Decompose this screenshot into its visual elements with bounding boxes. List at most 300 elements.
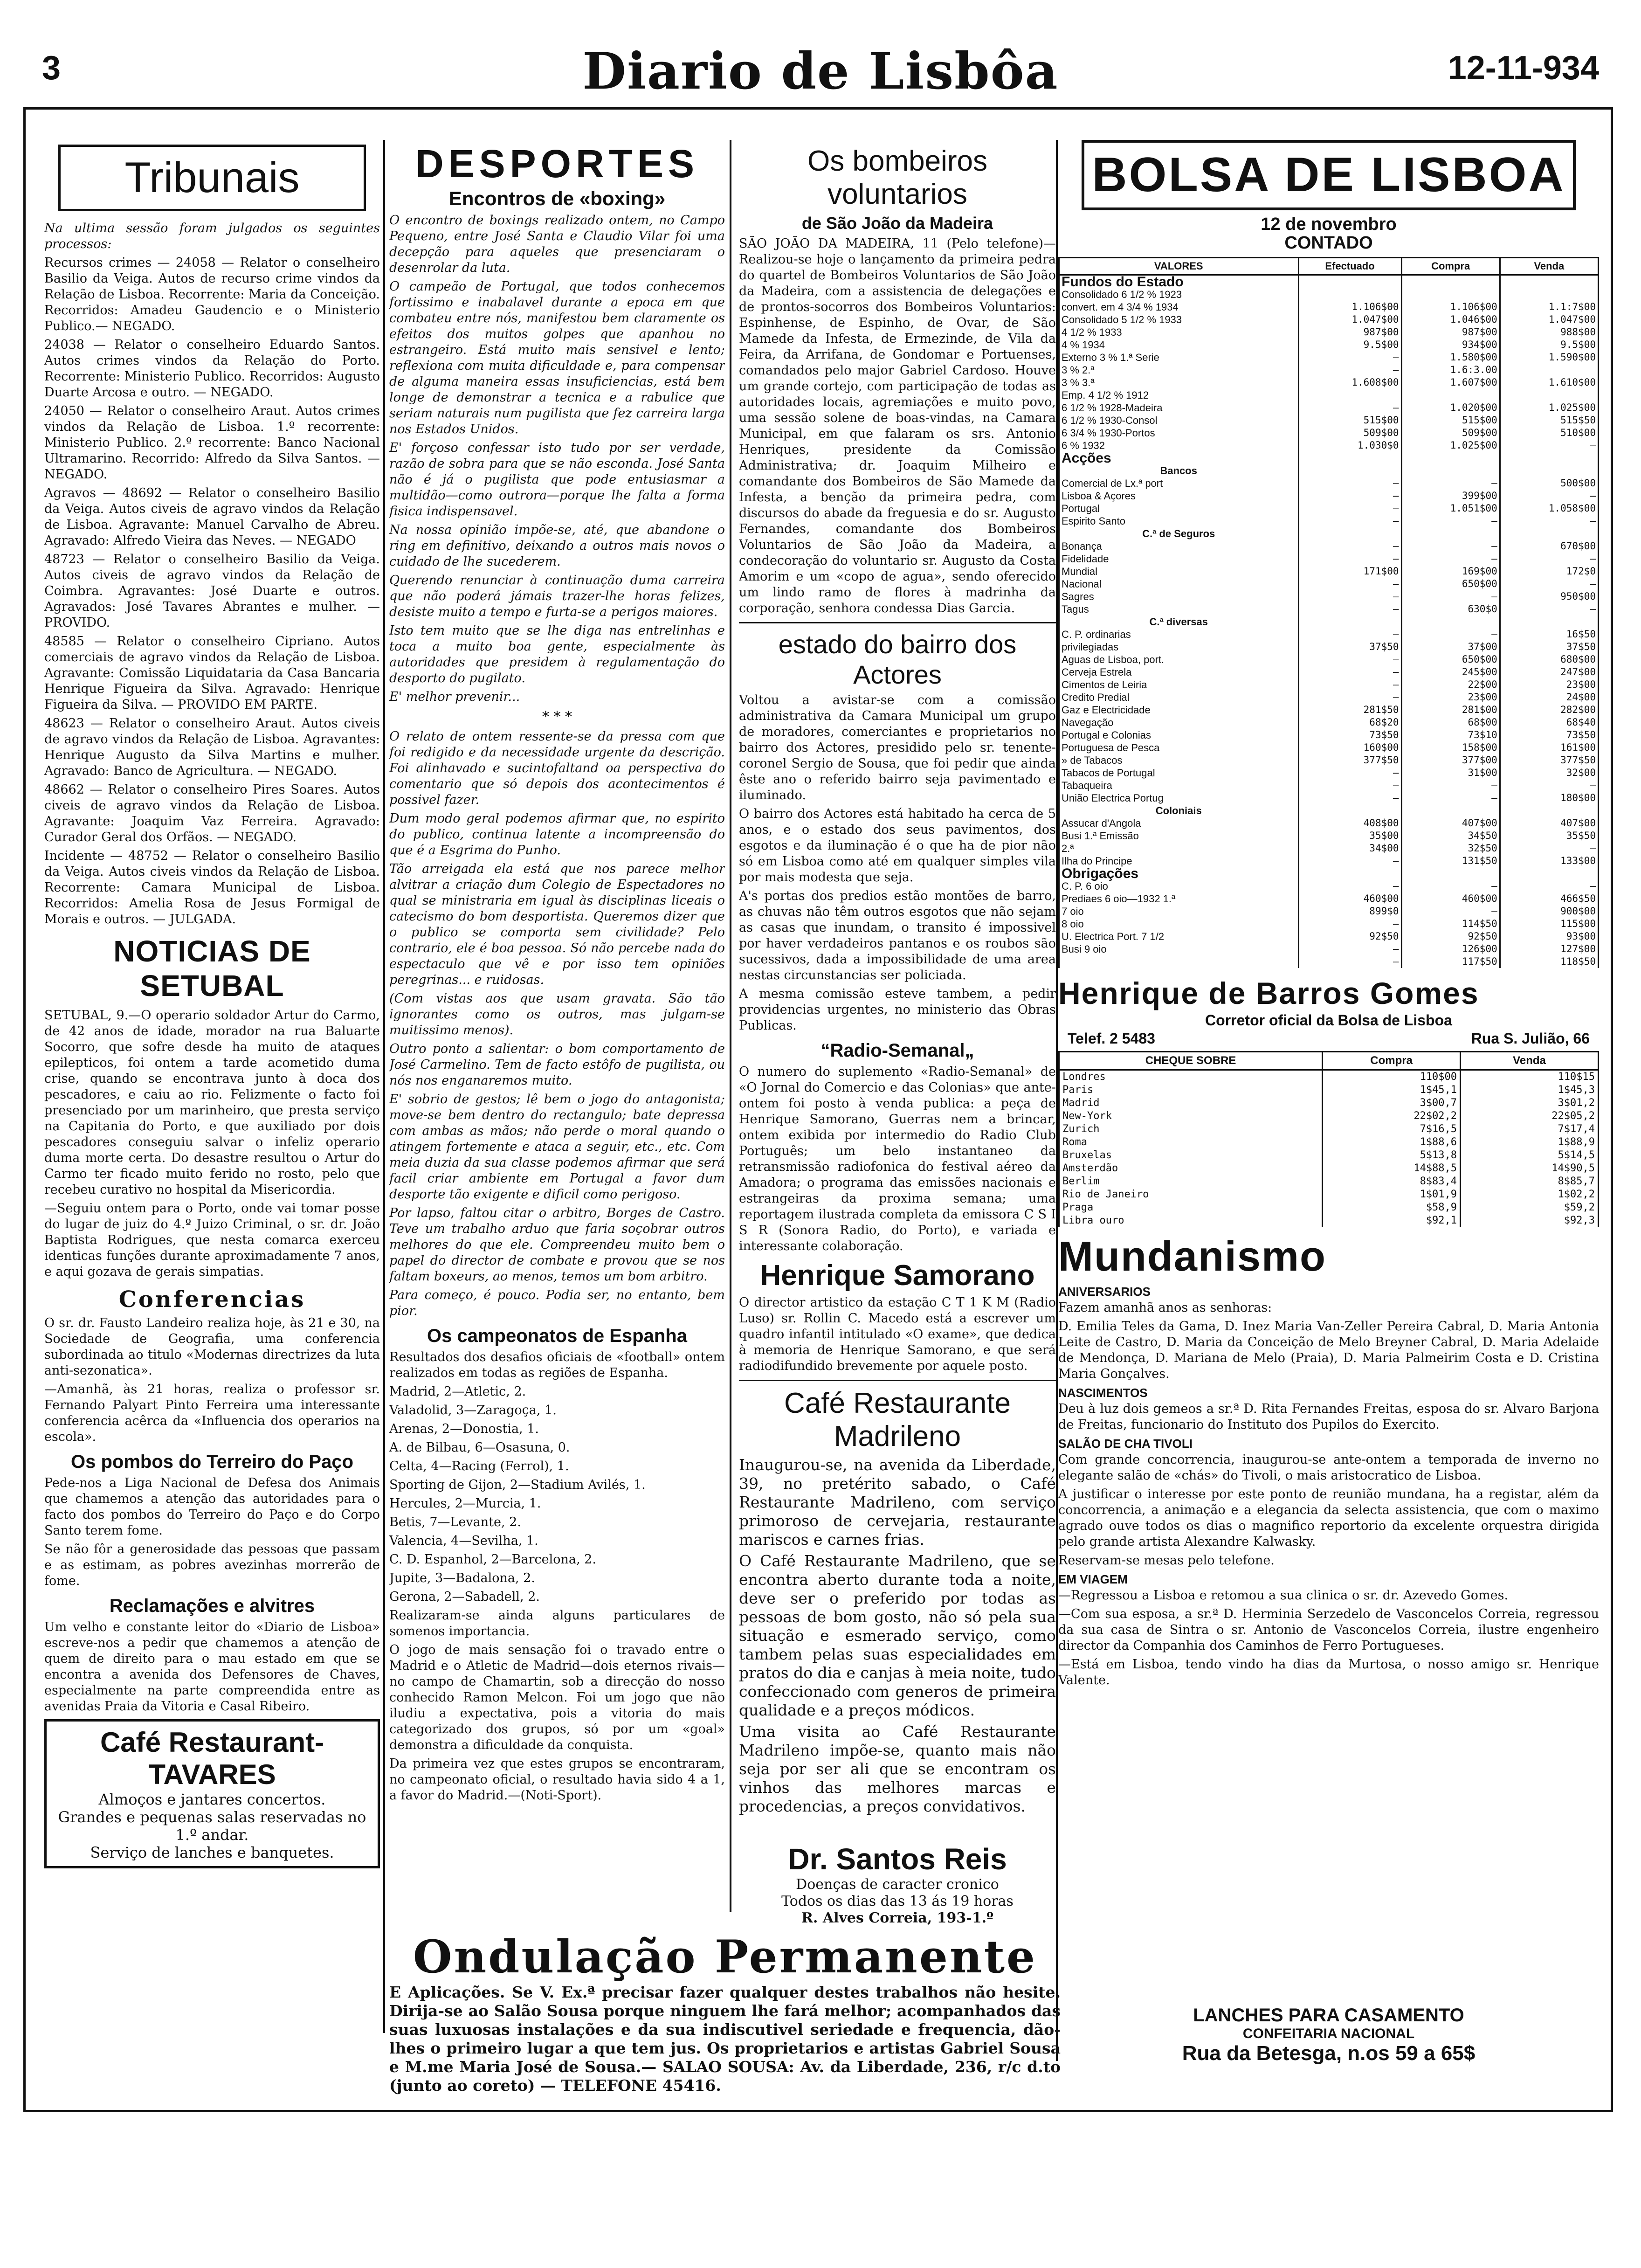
bolsa-price: 988$00 <box>1500 326 1598 339</box>
bolsa-price: — <box>1401 477 1500 490</box>
bolsa-price: 131$50 <box>1401 855 1500 867</box>
reclamacoes-paragraph: Um velho e constante leitor do «Diario de Lisboa» escreve-nos a pedir que chamemos a atenção de quem de direito para o mau estado em que se encontra a avenida dos Defensores de Chaves, especialmente na parte compreendida entre as avenidas Praia da Vitoria e Casal Ribeiro. <box>44 1620 380 1714</box>
cheque-rate: $92,1 <box>1323 1214 1461 1227</box>
cheque-row <box>1059 1214 1599 1227</box>
bolsa-price: 73$10 <box>1401 729 1500 741</box>
bolsa-empty-cell <box>1500 867 1598 880</box>
bolsa-empty-cell <box>1298 804 1401 817</box>
col-header: Efectuado <box>1298 258 1401 275</box>
bolsa-price: 281$00 <box>1401 704 1500 716</box>
bolsa-row <box>1059 288 1599 301</box>
bolsa-price: — <box>1500 439 1598 452</box>
column-3 <box>739 140 1056 1923</box>
bolsa-price: 31$00 <box>1401 767 1500 779</box>
bolsa-price: 680$00 <box>1500 653 1598 666</box>
bolsa-price: 9.5$00 <box>1298 339 1401 351</box>
salao-paragraph: A justificar o interesse por este ponto de reunião mundana, ha a registar, além da concorrencia, a animação e a elegancia da selecta assistencia, que com o maximo agrado ouve todos os dias o magnifico reportorio da excelente orquestra dirigida pelo grande artista Alexandre Kalwasky. <box>1058 1487 1599 1549</box>
result-line: Arenas, 2—Donostia, 1. <box>389 1422 539 1436</box>
bombeiros-subtitle: de São João da Madeira <box>801 214 993 233</box>
bolsa-row <box>1059 930 1599 943</box>
tavares-ad <box>44 1719 380 1868</box>
bolsa-row <box>1059 502 1599 515</box>
bolsa-security-name: privilegiadas <box>1059 641 1299 653</box>
bolsa-price: — <box>1500 490 1598 502</box>
bolsa-price: 515$00 <box>1401 414 1500 427</box>
cheque-rate: 3$00,7 <box>1323 1097 1461 1110</box>
bolsa-row <box>1059 704 1599 716</box>
bolsa-row <box>1059 401 1599 414</box>
pombos-title: Os pombos do Terreiro do Paço <box>70 1452 353 1472</box>
bolsa-price: — <box>1298 502 1401 515</box>
bolsa-security-name: Mundial <box>1059 565 1299 578</box>
bolsa-security-name: convert. em 4 3/4 % 1934 <box>1059 301 1299 313</box>
nascimentos-text: Deu à luz dois gemeos a sr.ª D. Rita Fernandes Freitas, esposa do sr. Alvaro Barjona de Freitas, funcionario do Instituto dos Pupilos do Exercito. <box>1058 1402 1599 1432</box>
bolsa-price: — <box>1401 540 1500 553</box>
actores-paragraph: O bairro dos Actores está habitado ha cerca de 5 anos, e o estado dos seus pavimentos, dos esgotos e da iluminação é o que ha de pior não só em Lisboa como até em qualquer simples vila por mais modesta que seja. <box>739 807 1056 885</box>
bolsa-row <box>1059 628 1599 641</box>
bolsa-security-name: Externo 3 % 1.ª Serie <box>1059 351 1299 364</box>
bolsa-price: 37$50 <box>1500 641 1598 653</box>
bolsa-price: — <box>1500 515 1598 527</box>
cheque-row <box>1059 1110 1599 1123</box>
bolsa-price: — <box>1298 553 1401 565</box>
bolsa-empty-cell <box>1298 527 1401 540</box>
conferencias-paragraph: O sr. dr. Fausto Landeiro realiza hoje, às 21 e 30, na Sociedade de Geografia, uma conferencia subordinada ao titulo «Modernas directrizes da luta anti-sezonatica». <box>44 1316 380 1378</box>
bolsa-row <box>1059 943 1599 955</box>
bolsa-security-name: C. P. ordinarias <box>1059 628 1299 641</box>
bolsa-row <box>1059 351 1599 364</box>
bolsa-security-name: Prediaes 6 oio—1932 1.ª <box>1059 892 1299 905</box>
bolsa-empty-cell <box>1401 804 1500 817</box>
bolsa-row <box>1059 578 1599 590</box>
tribunais-item: Incidente — 48752 — Relator o conselheiro Basilio da Veiga. Autos civeis vindos da Relação de Lisboa. Recorrente: Camara Municipal de Lisboa. Recorridos: Amelia Rosa de Jesus Formigal de Morais e outros. — JULGADA. <box>44 849 380 927</box>
tribunais-item: 48585 — Relator o conselheiro Cipriano. Autos comerciais de agravo vindos da Relação de Lisboa. Agravante: Comissão Liquidataria da Casa Bancaria Henrique Figueira da Silva. Agravado: Henrique Figueira da Silva. — PROVIDO EM PARTE. <box>44 634 380 712</box>
bolsa-security-name: » de Tabacos <box>1059 754 1299 767</box>
bolsa-price: 117$50 <box>1401 955 1500 968</box>
bolsa-date: 12 de novembro <box>1261 214 1397 234</box>
col-header: VALORES <box>1059 258 1299 275</box>
bolsa-row <box>1059 905 1599 918</box>
masthead: Diario de Lisbôa <box>582 42 1059 101</box>
bolsa-security-name: Portuguesa de Pesca <box>1059 741 1299 754</box>
tribunais-item: 24038 — Relator o conselheiro Eduardo Santos. Autos crimes vindos da Relação do Porto. Recorrente: Ministerio Publico. Recorridos: Augusto Duarte Arcosa e outro. — NEGADO. <box>44 338 380 400</box>
bolsa-price: — <box>1401 553 1500 565</box>
bolsa-price: 1.025$00 <box>1401 439 1500 452</box>
column-divider <box>383 140 385 2033</box>
bolsa-price: — <box>1298 540 1401 553</box>
bolsa-price: 22$00 <box>1401 678 1500 691</box>
bolsa-row <box>1059 892 1599 905</box>
bolsa-empty-cell <box>1401 275 1500 289</box>
bolsa-empty-cell <box>1401 464 1500 477</box>
bolsa-price: — <box>1298 678 1401 691</box>
barros-gomes-contact <box>1058 1030 1599 1047</box>
bolsa-security-name: C. P. 6 oio <box>1059 880 1299 892</box>
bolsa-price: — <box>1401 880 1500 892</box>
bolsa-price: 1.030$0 <box>1298 439 1401 452</box>
bolsa-security-name: 7 oio <box>1059 905 1299 918</box>
bolsa-security-name: 4 % 1934 <box>1059 339 1299 351</box>
bolsa-row <box>1059 590 1599 603</box>
bolsa-row <box>1059 741 1599 754</box>
bolsa-price: 900$00 <box>1500 905 1598 918</box>
tribunais-item: 24050 — Relator o conselheiro Araut. Autos crimes vindos da Relação de Lisboa. 1.º recorrente: Ministerio Publico. 2.º recorrente: Banco Nacional Ultramarino. Recorrido: Alfredo da Silva Santos. — NEGADO. <box>44 404 380 482</box>
bolsa-price <box>1298 288 1401 301</box>
barros-gomes-sub: Corretor oficial da Bolsa de Lisboa <box>1205 1012 1452 1029</box>
bolsa-price: 126$00 <box>1401 943 1500 955</box>
bolsa-price: 650$00 <box>1401 653 1500 666</box>
aniversarios-heading: ANIVERSARIOS <box>1058 1285 1151 1299</box>
bolsa-price: — <box>1298 477 1401 490</box>
bolsa-price: 171$00 <box>1298 565 1401 578</box>
cheque-row <box>1059 1084 1599 1097</box>
nascimentos-heading: NASCIMENTOS <box>1058 1386 1148 1400</box>
bolsa-price: 377$50 <box>1298 754 1401 767</box>
bolsa-empty-cell <box>1500 804 1598 817</box>
bolsa-row <box>1059 339 1599 351</box>
ondulacao-ad <box>389 1930 1061 2095</box>
bolsa-row <box>1059 389 1599 401</box>
bolsa-price: 1.608$00 <box>1298 376 1401 389</box>
result-line: Betis, 7—Levante, 2. <box>389 1515 521 1529</box>
bolsa-price: 500$00 <box>1500 477 1598 490</box>
bolsa-price: 169$00 <box>1401 565 1500 578</box>
bolsa-security-name: União Electrica Portug <box>1059 792 1299 804</box>
bolsa-empty-cell <box>1298 615 1401 628</box>
desportes-paragraph: Outro ponto a salientar: o bom comportamento de José Carmelino. Tem de facto estôfo de pugilista, ou nós nos enganaremos muito. <box>389 1042 725 1088</box>
bolsa-price: 245$00 <box>1401 666 1500 678</box>
bolsa-price: — <box>1401 590 1500 603</box>
desportes-paragraph: Isto tem muito que se lhe diga nas entrelinhas e toca a muito boa gente, especialmente às autoridades que presidem à regulamentação do desporto do pugilato. <box>389 623 725 685</box>
desportes-paragraph: Para começo, é pouco. Podia ser, no entanto, bem pior. <box>389 1288 725 1318</box>
tribunais-intro: Na ultima sessão foram julgados os seguintes processos: <box>44 221 380 251</box>
bolsa-row <box>1059 754 1599 767</box>
bolsa-price: 407$00 <box>1401 817 1500 830</box>
page-number: 3 <box>42 49 61 87</box>
bolsa-security-name: Tagus <box>1059 603 1299 615</box>
result-line: C. D. Espanhol, 2—Barcelona, 2. <box>389 1552 596 1567</box>
pombos-paragraph: Se não fôr a generosidade das pessoas que passam e as estimam, as pobres avezinhas morrerão de fome. <box>44 1542 380 1588</box>
bolsa-section-header: Acções <box>1059 452 1299 464</box>
bolsa-price: — <box>1298 691 1401 704</box>
result-line: Madrid, 2—Atletic, 2. <box>389 1384 526 1399</box>
tribunais-item: 48723 — Relator o conselheiro Basilio da Veiga. Autos civeis de agravo vindos da Relação de Coimbra. Agravantes: José Duarte e outros. Agravados: José Tavares Abrantes e mulher. — PROVIDO. <box>44 552 380 630</box>
bolsa-security-name: Fidelidade <box>1059 553 1299 565</box>
bolsa-subsection-header: Coloniais <box>1059 804 1299 817</box>
bolsa-price: 899$0 <box>1298 905 1401 918</box>
actores-title: estado do bairro dos Actores <box>778 629 1017 689</box>
bolsa-security-name: Sagres <box>1059 590 1299 603</box>
bolsa-price: 35$00 <box>1298 830 1401 842</box>
bolsa-price: — <box>1500 553 1598 565</box>
bolsa-price: 180$00 <box>1500 792 1598 804</box>
result-line: Sporting de Gijon, 2—Stadium Avilés, 1. <box>389 1478 646 1492</box>
bolsa-price: 34$00 <box>1298 842 1401 855</box>
tavares-ad-line: Almoços e jantares concertos. <box>98 1791 326 1808</box>
cheque-city: Bruxelas <box>1059 1149 1323 1162</box>
cheque-rate: $58,9 <box>1323 1201 1461 1214</box>
bolsa-price: 1.020$00 <box>1401 401 1500 414</box>
bolsa-price: 114$50 <box>1401 918 1500 930</box>
bolsa-price: — <box>1401 792 1500 804</box>
lanches-ad <box>1061 2005 1597 2065</box>
bolsa-price: — <box>1401 628 1500 641</box>
bolsa-price: — <box>1298 401 1401 414</box>
bolsa-security-name: Tabaqueira <box>1059 779 1299 792</box>
bolsa-price: 92$50 <box>1401 930 1500 943</box>
campeonatos-paragraph: Realizaram-se ainda alguns particulares de somenos importancia. <box>389 1608 725 1639</box>
bolsa-price: 9.5$00 <box>1500 339 1598 351</box>
cheque-rate: 14$88,5 <box>1323 1162 1461 1175</box>
bolsa-security-name: Consolidado 5 1/2 % 1933 <box>1059 313 1299 326</box>
cheque-city: Madrid <box>1059 1097 1323 1110</box>
samorano-paragraph: O director artistico da estação C T 1 K M (Radio Luso) sr. Rollin C. Macedo está a escrever um quadro infantil intitulado «O exame», que dedica à memoria de Henrique Samorano, e que será radiodifundido brevemente por aquele posto. <box>739 1295 1056 1373</box>
bolsa-empty-cell <box>1401 452 1500 464</box>
bolsa-price: 1.106$00 <box>1298 301 1401 313</box>
page-header <box>33 44 1608 105</box>
tribunais-item: 48662 — Relator o conselheiro Pires Soares. Autos civeis de agravo vindos da Relação de Lisboa. Agravante: Joaquim Vaz Ferreira. Agravado: Curador Geral dos Orfãos. — NEGADO. <box>44 782 380 844</box>
bolsa-row <box>1059 842 1599 855</box>
bolsa-row <box>1059 313 1599 326</box>
conferencias-title: Conferencias <box>118 1286 306 1313</box>
bolsa-price: — <box>1500 880 1598 892</box>
bolsa-price: 1.051$00 <box>1401 502 1500 515</box>
column-2 <box>389 140 725 1923</box>
bolsa-price: 133$00 <box>1500 855 1598 867</box>
bolsa-price: 282$00 <box>1500 704 1598 716</box>
bolsa-price: — <box>1298 955 1401 968</box>
bolsa-price: — <box>1298 364 1401 376</box>
desportes-title: DESPORTES <box>415 142 699 186</box>
bolsa-price: 68$00 <box>1401 716 1500 729</box>
bolsa-subsection-header: Bancos <box>1059 464 1299 477</box>
bolsa-price: 34$50 <box>1401 830 1500 842</box>
bolsa-price: — <box>1500 779 1598 792</box>
bolsa-price: 1.025$00 <box>1500 401 1598 414</box>
lanches-line: CONFEITARIA NACIONAL <box>1242 2026 1415 2041</box>
bolsa-empty-cell <box>1401 527 1500 540</box>
cheque-city: Rio de Janeiro <box>1059 1188 1323 1201</box>
bolsa-price: 466$50 <box>1500 892 1598 905</box>
bolsa-empty-cell <box>1298 452 1401 464</box>
bolsa-price: 93$00 <box>1500 930 1598 943</box>
bolsa-price: 509$00 <box>1401 427 1500 439</box>
bolsa-security-name: 6 3/4 % 1930-Portos <box>1059 427 1299 439</box>
bolsa-price: 92$50 <box>1298 930 1401 943</box>
bolsa-price: 115$00 <box>1500 918 1598 930</box>
bolsa-price: 515$00 <box>1298 414 1401 427</box>
bolsa-empty-cell <box>1500 615 1598 628</box>
bolsa-price: 950$00 <box>1500 590 1598 603</box>
bolsa-price: 1.058$00 <box>1500 502 1598 515</box>
campeonatos-paragraph: O jogo de mais sensação foi o travado entre o Madrid e o Atletic de Madrid—dois eternos rivais—no campo de Chamartin, sob a direcção do nosso conhecido Ramon Melcon. Foi um jogo que não iludiu a expectativa, pois a vitoria do mais categorizado dos grupos, só por um «goal» demonstra a dificuldade da conquista. <box>389 1643 725 1752</box>
col-header: Venda <box>1461 1052 1599 1070</box>
bolsa-row <box>1059 653 1599 666</box>
bolsa-price: 247$00 <box>1500 666 1598 678</box>
bolsa-price: — <box>1298 792 1401 804</box>
bolsa-security-name: U. Electrica Port. 7 1/2 <box>1059 930 1299 943</box>
salao-heading: SALÃO DE CHA TIVOLI <box>1058 1437 1193 1451</box>
divider <box>739 622 1056 623</box>
setubal-paragraph: SETUBAL, 9.—O operario soldador Artur do Carmo, de 42 anos de idade, morador na rua Baluarte Socorro, que sofre desde ha muito de ataques epilepticos, foi ontem a tarde acometido duma crise, quando se encontrava junto à doca dos pescadores, e caiu ao rio. Felizmente o facto foi presenciado por um marinheiro, que presta serviço na Capitania do Porto, e que auxiliado por dois pescadores conseguiu salvar o infeliz operario duma morte certa. Do desastre resultou o Artur do Carmo ter ficado muito ferido no rosto, pelo que recebeu curativo no hospital da Misericordia. <box>44 1008 380 1197</box>
bolsa-price: 24$00 <box>1500 691 1598 704</box>
bolsa-price <box>1500 389 1598 401</box>
cheque-rate: 5$14,5 <box>1461 1149 1599 1162</box>
viagem-paragraph: —Com sua esposa, a sr.ª D. Herminia Serzedelo de Vasconcelos Correia, regressou da sua casa de Sintra o sr. Antonio de Vasconcelos Correia, ilustre engenheiro director da Companhia dos Caminhos de Ferro Portugueses. <box>1058 1607 1599 1653</box>
bolsa-row <box>1059 641 1599 653</box>
santos-reis-name: Dr. Santos Reis <box>788 1842 1007 1876</box>
santos-reis-line: Doenças de caracter cronico <box>796 1876 999 1893</box>
bombeiros-paragraph: SÃO JOÃO DA MADEIRA, 11 (Pelo telefone)—Realizou-se hoje o lançamento da primeira pedra do quartel de Bombeiros Voluntarios de São João da Madeira, com a assistencia de delegações e de prontos-socorros dos Bombeiros Voluntarios: Espinhense, de Espinho, de Ovar, de São Mamede da Infesta, de Ermezinde, de Vila da Feira, da Arrifana, de Gondomar e Portuenses, comandados pelo major Gabriel Cardoso. Houve um grande cortejo, com participação de todas as autoridades locais, agremiações e muito povo, uma sessão solene de boas-vindas, na Camara Municipal, em que falaram os srs. Antonio Henriques, presidente da Comissão Administrativa; dr. Joaquim Milheiro e comandante dos Bombeiros de São Mamede da Infesta, a benção da primeira pedra, com discursos do abade da freguesia e do sr. Augusto Fernandes, comandante dos Bombeiros Voluntarios de São João da Madeira, a condecoração do voluntario sr. Augusto da Costa Amorim e um «copo de agua», sendo oferecido um lindo ramo de flores à madrinha da corporação, senhora condessa Dias Garcia. <box>739 236 1056 615</box>
result-line: A. de Bilbau, 6—Osasuna, 0. <box>389 1440 570 1455</box>
bolsa-security-name: Tabacos de Portugal <box>1059 767 1299 779</box>
result-line: Valencia, 4—Sevilha, 1. <box>389 1534 538 1548</box>
cheque-row <box>1059 1097 1599 1110</box>
col-header: Venda <box>1500 258 1598 275</box>
bolsa-row <box>1059 678 1599 691</box>
bolsa-empty-cell <box>1500 452 1598 464</box>
bolsa-security-name: 6 % 1932 <box>1059 439 1299 452</box>
bombeiros-title: Os bombeiros voluntarios <box>807 145 987 210</box>
bolsa-price: 407$00 <box>1500 817 1598 830</box>
madrileno-title: Café Restaurante Madrileno <box>784 1387 1011 1452</box>
bolsa-row <box>1059 490 1599 502</box>
bolsa-security-name: Busi 9 oio <box>1059 943 1299 955</box>
bolsa-price: — <box>1298 855 1401 867</box>
bolsa-row <box>1059 301 1599 313</box>
tavares-ad-line: Serviço de lanches e banquetes. <box>90 1844 334 1861</box>
column-divider <box>730 140 731 1912</box>
mundanismo-title: Mundanismo <box>1058 1233 1326 1280</box>
bolsa-price: 934$00 <box>1401 339 1500 351</box>
desportes-paragraph: Querendo renunciar à continuação duma carreira que não poderá jámais trazer-lhe horas felizes, desiste muito a tempo e furta-se a perigos maiores. <box>389 573 725 619</box>
bolsa-price: 23$00 <box>1500 678 1598 691</box>
cheque-row <box>1059 1149 1599 1162</box>
result-line: Jupite, 3—Badalona, 2. <box>389 1571 535 1585</box>
bolsa-price: — <box>1298 490 1401 502</box>
bolsa-price: — <box>1298 653 1401 666</box>
viagem-heading: EM VIAGEM <box>1058 1572 1128 1586</box>
tavares-ad-line: Grandes e pequenas salas reservadas no 1.º andar. <box>58 1808 366 1844</box>
cheque-rate: 5$13,8 <box>1323 1149 1461 1162</box>
cheque-city: Amsterdão <box>1059 1162 1323 1175</box>
bolsa-row <box>1059 376 1599 389</box>
bolsa-security-name: Comercial de Lx.ª port <box>1059 477 1299 490</box>
aniversarios-intro: Fazem amanhã anos as senhoras: <box>1058 1300 1272 1315</box>
bolsa-row <box>1059 603 1599 615</box>
desportes-paragraph: Dum modo geral podemos afirmar que, no espirito do publico, continua latente a incompreensão do que é a Esgrima do Punho. <box>389 811 725 857</box>
desportes-paragraph: E' sobrio de gestos; lê bem o jogo do antagonista; move-se bem dentro do rectangulo; bate depressa com ambas as mãos; não perde o moral quando o atingem fortemente e ataca a seguir, etc., etc. Com meia duzia da sua classe podemos afirmar que será facil criar ambiente em Portugal a favor dum desporte tão exigente e dificil como perigoso. <box>389 1092 725 1202</box>
bolsa-price: 1.047$00 <box>1298 313 1401 326</box>
bolsa-empty-cell <box>1298 464 1401 477</box>
salao-paragraph: Reservam-se mesas pelo telefone. <box>1058 1553 1275 1568</box>
bolsa-security-name <box>1059 955 1299 968</box>
bolsa-price: 460$00 <box>1298 892 1401 905</box>
bolsa-price: 630$0 <box>1401 603 1500 615</box>
cheque-row <box>1059 1162 1599 1175</box>
desportes-paragraph: E' forçoso confessar isto tudo por ser verdade, razão de sobra para que se não esconda. José Santa não é já o pugilista que pode entusiasmar a multidão—como outrora—porque lhe falta a forma fisica indispensavel. <box>389 441 725 519</box>
divider <box>739 1380 1056 1381</box>
bolsa-security-name: 6 1/2 % 1930-Consol <box>1059 414 1299 427</box>
bolsa-security-name: 8 oio <box>1059 918 1299 930</box>
bolsa-price: — <box>1298 590 1401 603</box>
bolsa-security-name: Portugal <box>1059 502 1299 515</box>
result-line: Valadolid, 3—Zaragoça, 1. <box>389 1403 557 1418</box>
bolsa-price: 408$00 <box>1298 817 1401 830</box>
bolsa-row <box>1059 515 1599 527</box>
column-divider <box>1056 140 1058 2061</box>
bolsa-section-header: Fundos do Estado <box>1059 275 1299 289</box>
bolsa-price: 35$50 <box>1500 830 1598 842</box>
bolsa-price: 399$00 <box>1401 490 1500 502</box>
bolsa-price <box>1401 389 1500 401</box>
issue-date: 12-11-934 <box>1448 49 1599 87</box>
bolsa-empty-cell <box>1500 527 1598 540</box>
bolsa-price: 37$50 <box>1298 641 1401 653</box>
bolsa-price: 460$00 <box>1401 892 1500 905</box>
cheque-city: Berlim <box>1059 1175 1323 1188</box>
madrileno-paragraph: O Café Restaurante Madrileno, que se encontra aberto durante toda a noite, deve ser o preferido por todas as pessoas de bom gosto, não só pela sua situação e esmerado serviço, como tambem pelas suas especialidades em pratos do dia e canjas à meia noite, tudo confeccionado com generos de primeira qualidade e a preços módicos. <box>739 1552 1056 1719</box>
bolsa-security-name: Portugal e Colonias <box>1059 729 1299 741</box>
bolsa-price: — <box>1298 880 1401 892</box>
bolsa-security-name: Aguas de Lisboa, port. <box>1059 653 1299 666</box>
bolsa-price: — <box>1298 578 1401 590</box>
bolsa-price: — <box>1298 918 1401 930</box>
bolsa-price: 161$00 <box>1500 741 1598 754</box>
santos-reis-line: Todos os dias das 13 ás 19 horas <box>781 1893 1014 1909</box>
bolsa-security-name: 6 1/2 % 1928-Madeira <box>1059 401 1299 414</box>
barros-gomes-address: Rua S. Julião, 66 <box>1471 1030 1590 1047</box>
cheques-table-body <box>1059 1070 1599 1228</box>
campeonatos-title: Os campeonatos de Espanha <box>427 1326 687 1346</box>
cheque-rate: 3$01,2 <box>1461 1097 1599 1110</box>
bolsa-price: 68$40 <box>1500 716 1598 729</box>
bolsa-security-name: Cerveja Estrela <box>1059 666 1299 678</box>
bolsa-price: 1.106$00 <box>1401 301 1500 313</box>
reclamacoes-title: Reclamações e alvitres <box>109 1596 315 1616</box>
actores-paragraph: A mesma comissão esteve tambem, a pedir providencias urgentes, no ministerio das Obras Publicas. <box>739 987 1056 1033</box>
bolsa-price: 1.607$00 <box>1401 376 1500 389</box>
bolsa-price: 650$00 <box>1401 578 1500 590</box>
bolsa-subsection-header: C.ª de Seguros <box>1059 527 1299 540</box>
desportes-paragraph: Por lapso, faltou citar o arbitro, Borges de Castro. Teve um trabalho arduo que faria soçobrar outros melhores do que ele. Compreendeu muito bem o papel do director de combate e provou que se nos faltam boxeurs, ao menos, temos um bom arbitro. <box>389 1206 725 1284</box>
cheque-rate: 14$90,5 <box>1461 1162 1599 1175</box>
tribunais-item: 48623 — Relator o conselheiro Araut. Autos civeis de agravo vindos da Relação de Lisboa. Agravantes: Henrique Augusto da Silva Martins e mulher. Agravado: Banco de Agricultura. — NEGADO. <box>44 716 380 778</box>
cheques-table <box>1058 1051 1599 1227</box>
bolsa-price: 377$00 <box>1401 754 1500 767</box>
cheque-city: Praga <box>1059 1201 1323 1214</box>
bolsa-row <box>1059 779 1599 792</box>
bolsa-security-name: Bonança <box>1059 540 1299 553</box>
bolsa-price: 515$50 <box>1500 414 1598 427</box>
aniversarios-list: D. Emilia Teles da Gama, D. Inez Maria Van-Zeller Pereira Cabral, D. Maria Antonia Leite de Castro, D. Maria da Conceição de Melo Breyner Cabral, D. Maria Adelaide de Mendonça, D. Mariana de Melo (Praia), D. Maria Palmeirim Costa e D. Cristina Maria Gonçalves. <box>1058 1319 1599 1381</box>
cheque-rate: $92,3 <box>1461 1214 1599 1227</box>
bolsa-price: 510$00 <box>1500 427 1598 439</box>
bolsa-table-body <box>1059 275 1599 968</box>
desportes-paragraph: O campeão de Portugal, que todos conhecemos fortissimo e inabalavel durante a epoca em que combateu entre nós, manifestou bem claramente os efeitos dos muitos golpes que apanhou no estrangeiro. Está muito mais sensivel e lento; reflexiona com muita dificuldade e, para compensar de alguma maneira essas insuficiencias, está bem longe de demonstrar a tecnica e a rabulice que seriam naturais num pugilista que fez carreira larga nos Estados Unidos. <box>389 279 725 436</box>
bolsa-price: 509$00 <box>1298 427 1401 439</box>
cheque-rate: 7$17,4 <box>1461 1123 1599 1136</box>
setubal-paragraph: —Seguiu ontem para o Porto, onde vai tomar posse do lugar de juiz do 4.º Juizo Criminal, o sr. dr. João Baptista Rodrigues, que nesta comarca exerceu identicas funções durante aproximadamente 7 anos, e aqui gozava de gerais simpatias. <box>44 1201 380 1279</box>
bolsa-row <box>1059 918 1599 930</box>
cheque-rate: 110$15 <box>1461 1070 1599 1084</box>
bolsa-price <box>1500 364 1598 376</box>
bolsa-empty-cell <box>1298 275 1401 289</box>
bolsa-price: — <box>1298 515 1401 527</box>
bolsa-price: 16$50 <box>1500 628 1598 641</box>
bolsa-price <box>1500 288 1598 301</box>
bolsa-empty-cell <box>1401 615 1500 628</box>
